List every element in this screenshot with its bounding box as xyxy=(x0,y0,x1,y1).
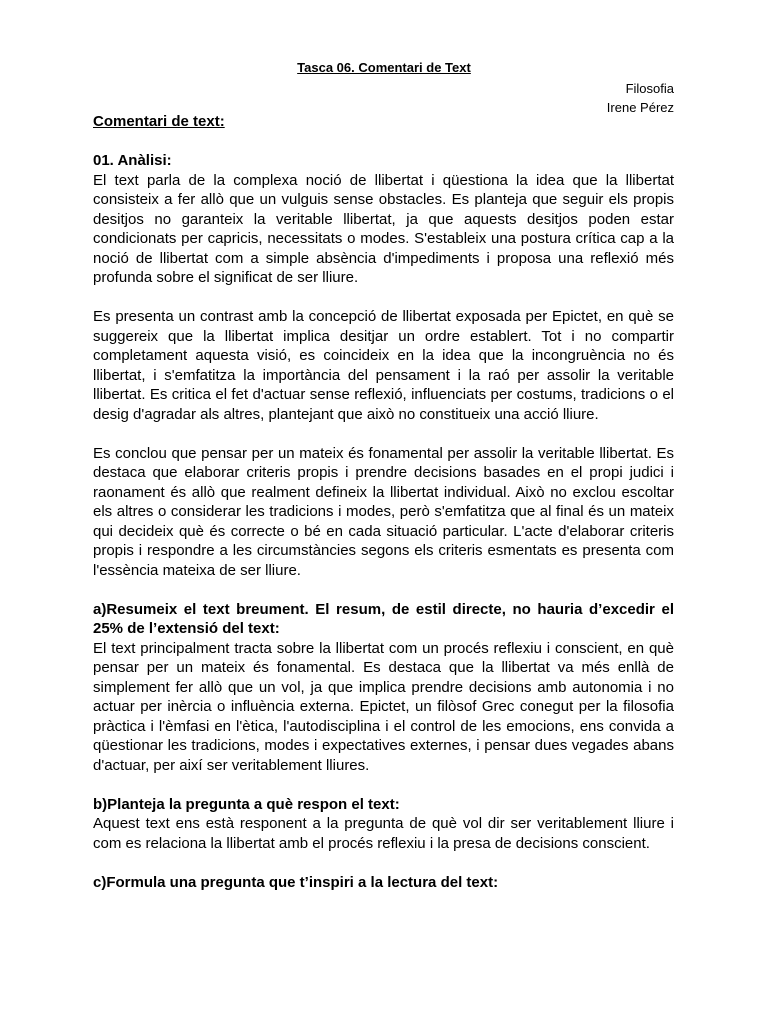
question-a: a)Resumeix el text breument. El resum, de estil directe, no hauria d’excedir el 25% de l’extensió del text: xyxy=(93,600,674,637)
document-meta xyxy=(607,79,674,117)
analysis-paragraph-1: El text parla de la complexa noció de llibertat i qüestiona la idea que la llibertat consisteix a fer allò que un vulguis sense obstacles. Es planteja que seguir els propis desitjos no garanteix la veritable llibertat, ja que aquests desitjos poden estar condicionats per capricis, necessitats o modes. S'estableix una postura crítica cap a la noció de llibertat com a simple absència d'impediments i proposa una reflexió més profunda sobre el significat de ser lliure. xyxy=(93,171,674,286)
document-title: Tasca 06. Comentari de Text xyxy=(297,60,471,75)
section-heading: Comentari de text: xyxy=(93,113,225,130)
analysis-heading: 01. Anàlisi: xyxy=(93,152,172,169)
author-name: Irene Pérez xyxy=(606,100,674,115)
question-c: c)Formula una pregunta que t’inspiri a la lectura del text: xyxy=(93,873,499,891)
analysis-paragraph-3: Es conclou que pensar per un mateix és fonamental per assolir la veritable llibertat. Es destaca que elaborar criteris propis i prendre decisions basades en el propi judici i raonament és allò que realment defineix la llibertat individual. Això no exclou escoltar els altres o considerar les tradicions i modes, però s'emfatitza que al final és un mateix qui decideix què és correcte o bé en cada situació particular. L'acte d'elaborar criteris propis i respondre a les circumstàncies segons els criteris esmentats es presenta com l'essència mateixa de ser lliure. xyxy=(93,444,674,579)
answer-b: Aquest text ens està responent a la pregunta de què vol dir ser veritablement lliure i com es relaciona la llibertat amb el procés reflexiu i la presa de decisions conscient. xyxy=(93,815,674,852)
document-body xyxy=(93,151,674,892)
subject-label: Filosofia xyxy=(625,81,674,96)
answer-a: El text principalment tracta sobre la llibertat com un procés reflexiu i conscient, en què pensar per un mateix és fonamental. Es destaca que la llibertat va més enllà de simplement fer allò que un vol, ja que implica prendre decisions amb autonomia i no actuar per inèrcia o influència externa. Epictet, un filòsof Grec conegut per la filosofia pràctica i l'èmfasi en l'ètica, l'autodisciplina i el control de les emocions, ens convida a qüestionar les tradicions, modes i expectatives externes, i pensar dues vegades abans d'actuar, per així ser veritablement lliures. xyxy=(93,639,674,774)
analysis-paragraph-2: Es presenta un contrast amb la concepció de llibertat exposada per Epictet, en què se suggereix que la llibertat implica desitjar un ordre establert. Tot i no compartir completament aquesta visió, es coincideix en la idea que la incongruència no és llibertat, i s'emfatitza la importància del pensament i la raó per assolir la veritable llibertat. Es critica el fet d'actuar sense reflexió, influenciats per costums, tradicions o el desig d'agradar als altres, plantejant que això no constitueix una acció lliure. xyxy=(93,308,674,423)
question-b: b)Planteja la pregunta a què respon el text: xyxy=(93,795,400,813)
